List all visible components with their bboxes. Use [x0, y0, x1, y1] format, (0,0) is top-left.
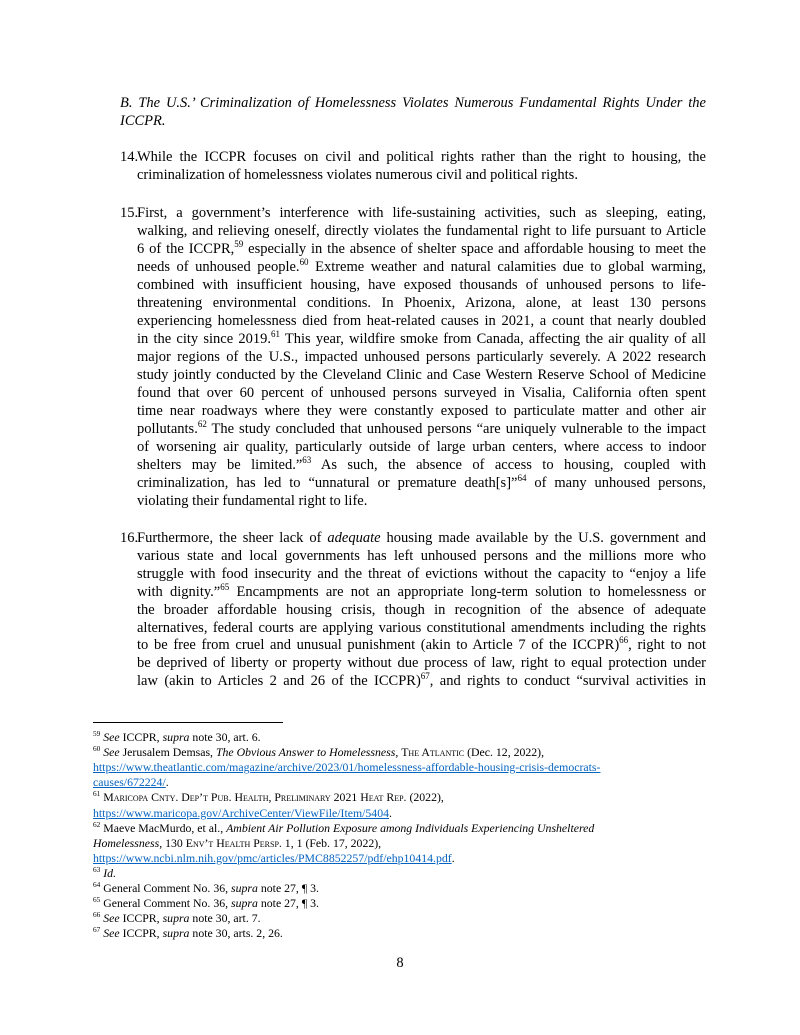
text-line — [93, 806, 392, 821]
text-line — [137, 276, 706, 294]
text-run: to be free from cruel and unusual punishment (akin to Article 7 of the ICCPR) — [137, 637, 620, 654]
text-run: . — [165, 775, 169, 790]
footnote-ref: 62 — [197, 419, 207, 430]
text-run: with dignity.” — [137, 583, 221, 600]
text-line — [93, 851, 455, 866]
text-line — [137, 420, 706, 438]
footnote-ref: 67 — [93, 925, 101, 935]
text-run: 1, 1 (Feb. 17, 2022), — [281, 835, 382, 850]
text-line — [93, 760, 600, 775]
footnote-ref: 60 — [299, 257, 309, 268]
footnote-link[interactable]: https://www.maricopa.gov/ArchiveCenter/ViewFile/Item/5404 — [93, 805, 390, 820]
text-line — [137, 583, 706, 601]
text-run: major regions of the U.S., impacted unhoused persons particularly severely. A 2022 research — [137, 349, 706, 365]
text-run: . — [451, 850, 455, 865]
text-line — [137, 601, 706, 619]
text-line — [93, 745, 544, 760]
small-caps-text: Maricopa Cnty. Dep’t Pub. Health, Preliminary 2021 Heat Rep. — [103, 790, 407, 805]
text-line — [137, 474, 706, 492]
text-run: ICCPR, — [119, 911, 163, 926]
text-run: B. The U.S.’ Criminalization of Homelessness Violates Numerous Fundamental Rights Under the — [120, 95, 706, 111]
text-run: Encampments are not an appropriate long-term solution to homelessness or — [229, 583, 706, 600]
text-run: While the ICCPR focuses on civil and political rights rather than the right to housing, the — [137, 149, 706, 165]
text-line — [93, 775, 169, 790]
text-run: General Comment No. 36, — [100, 896, 232, 911]
footnote-ref: 59 — [234, 239, 244, 250]
text-run: alternatives, federal courts are applying various constitutional amendments including the rights — [137, 619, 706, 636]
footnote-ref: 65 — [93, 895, 101, 905]
italic-text: See — [103, 911, 120, 926]
text-run: note 27, ¶ 3. — [257, 896, 319, 911]
text-run: , — [395, 745, 402, 760]
text-run: ICCPR. — [120, 113, 166, 129]
text-line — [137, 312, 706, 330]
text-line — [137, 294, 706, 312]
text-run: experiencing homelessness died from heat-related causes in 2021, a count that nearly doubled — [137, 313, 706, 329]
footnote-ref: 59 — [93, 729, 101, 739]
text-run: various state and local governments has left unhoused persons and the millions more who — [137, 547, 706, 564]
text-line — [137, 348, 706, 366]
text-line — [93, 821, 594, 836]
text-run: , and rights to conduct “survival activities in — [429, 673, 706, 690]
text-line — [93, 836, 381, 851]
text-line — [137, 547, 706, 565]
text-run: Maeve MacMurdo, et al., — [100, 820, 227, 835]
text-run: General Comment No. 36, — [100, 881, 232, 895]
italic-text: Id. — [103, 865, 117, 880]
text-line — [137, 204, 706, 222]
text-line — [93, 911, 261, 926]
text-run: study jointly conducted by the Cleveland Clinic and Case Western Reserve School of Medicine — [137, 367, 706, 383]
italic-text: supra — [231, 896, 258, 911]
italic-text: Ambient Air Pollution Exposure among Individuals Experiencing Unsheltered — [226, 820, 595, 835]
text-run: Extreme weather and natural calamities due to global warming, — [308, 259, 706, 275]
italic-text: supra — [162, 926, 190, 941]
text-run: found that over 60 percent of unhoused persons surveyed in Visalia, California often spent — [137, 385, 706, 401]
text-run: time near roadways where they were constantly exposed to particulate matter and other air — [137, 403, 706, 419]
text-line — [137, 456, 706, 474]
text-run: note 30, art. 6. — [189, 730, 261, 744]
text-line — [137, 240, 706, 258]
text-line — [120, 112, 706, 130]
text-line — [93, 730, 261, 745]
italic-text: supra — [162, 730, 190, 744]
text-run: law (akin to Articles 2 and 26 of the ICCPR) — [137, 673, 421, 690]
text-line — [137, 366, 706, 384]
text-run: pollutants. — [137, 421, 198, 437]
text-run: needs of unhoused people. — [137, 259, 300, 275]
text-line — [137, 166, 706, 184]
text-line — [137, 438, 706, 456]
text-line — [120, 94, 706, 112]
text-run: Jerusalem Demsas, — [119, 745, 216, 760]
footnote-ref: 61 — [93, 789, 101, 799]
text-run: of worsening air quality, particularly outside of large urban centers, where access to indoor — [137, 439, 706, 455]
text-run: shelters may be limited.” — [137, 457, 303, 473]
text-line — [137, 619, 706, 637]
text-run: 6 of the ICCPR, — [137, 241, 235, 257]
paragraph-number: 15. — [120, 205, 139, 221]
text-run: , 130 — [159, 835, 186, 850]
small-caps-text: The Atlantic — [401, 745, 465, 760]
text-run: . — [389, 805, 392, 820]
text-run: , right to not — [628, 637, 706, 654]
text-run: combined with insufficient housing, have exposed thousands of unhoused persons to life- — [137, 277, 706, 293]
italic-text: supra — [231, 881, 258, 895]
text-run: housing made available by the U.S. government and — [380, 530, 707, 546]
text-run: The study concluded that unhoused persons “are uniquely vulnerable to the impact — [206, 421, 706, 437]
text-line — [137, 222, 706, 240]
italic-text: Homelessness — [93, 835, 160, 850]
footnote-ref: 62 — [93, 819, 101, 829]
text-run: As such, the absence of access to housing, coupled with — [311, 457, 706, 473]
italic-text: adequate — [327, 530, 381, 546]
footnote-ref: 60 — [93, 744, 101, 754]
text-run: the broader affordable housing crisis, though in recognition of the absence of adequate — [137, 601, 706, 618]
text-run: (Dec. 12, 2022), — [464, 745, 545, 760]
small-caps-text: Env’t Health Persp. — [185, 835, 282, 850]
footnote-ref: 66 — [93, 910, 101, 920]
text-run: in the city since 2019. — [137, 331, 271, 347]
text-run: Furthermore, the sheer lack of — [137, 530, 328, 546]
text-line — [137, 654, 706, 672]
text-run: struggle with food insecurity and the threat of evictions without the capacity to “enjoy a life — [137, 565, 706, 582]
text-line — [137, 402, 706, 420]
footnote-link[interactable]: https://www.theatlantic.com/magazine/archive/2023/01/homelessness-affordable-housing-crisis-democrats- — [93, 760, 601, 775]
footnote-ref: 66 — [619, 635, 629, 646]
text-line — [137, 672, 706, 690]
text-run: note 30, art. 7. — [189, 911, 261, 926]
footnote-ref: 63 — [93, 864, 101, 874]
italic-text: See — [103, 926, 120, 941]
footnote-ref: 64 — [517, 473, 527, 484]
italic-text: The Obvious Answer to Homelessness — [215, 745, 396, 760]
text-run: walking, and relieving oneself, directly violates the fundamental right to life pursuant to Article — [137, 223, 706, 239]
text-run: (2022), — [406, 790, 444, 805]
text-run: note 30, arts. 2, 26. — [189, 926, 283, 941]
text-line — [137, 565, 706, 583]
italic-text: See — [103, 745, 120, 760]
text-line — [137, 258, 706, 276]
footnote-link[interactable]: causes/672224/ — [93, 775, 166, 790]
italic-text: supra — [162, 911, 190, 926]
text-line — [93, 866, 116, 881]
text-line — [93, 896, 319, 911]
text-run: criminalization of homelessness violates numerous civil and political rights. — [137, 167, 578, 183]
text-line — [137, 148, 706, 166]
footnote-link[interactable]: https://www.ncbi.nlm.nih.gov/pmc/articles/PMC8852257/pdf/ehp10414.pdf — [93, 850, 452, 865]
text-line — [137, 529, 706, 547]
text-line — [93, 926, 283, 941]
text-line — [93, 790, 444, 805]
text-run: criminalization, has led to “unnatural or premature death[s]” — [137, 475, 518, 491]
paragraph-number: 14. — [120, 149, 139, 165]
footnote-separator — [93, 722, 283, 723]
text-line — [137, 492, 706, 510]
text-line — [137, 636, 706, 654]
text-run: violating their fundamental right to life. — [137, 493, 368, 509]
text-run: threatening environmental conditions. In Phoenix, Arizona, alone, at least 130 persons — [137, 295, 706, 311]
text-run: First, a government’s interference with life-sustaining activities, such as sleeping, eating, — [137, 205, 706, 221]
text-line — [137, 330, 706, 348]
text-run: especially in the absence of shelter space and affordable housing to meet the — [243, 241, 706, 257]
page-number: 8 — [396, 955, 404, 971]
text-run: note 27, ¶ 3. — [257, 881, 319, 895]
footnote-ref: 64 — [93, 880, 101, 890]
text-line — [93, 881, 319, 896]
text-run: This year, wildfire smoke from Canada, affecting the air quality of all — [279, 331, 706, 347]
text-run: be deprived of liberty or property without due process of law, right to equal protection under — [137, 655, 706, 672]
footnote-ref: 63 — [302, 455, 312, 466]
text-run: ICCPR, — [119, 730, 163, 744]
footnote-ref: 67 — [420, 671, 430, 682]
text-run: of many unhoused persons, — [526, 475, 706, 491]
paragraph-number: 16. — [120, 530, 139, 546]
text-line — [137, 384, 706, 402]
text-run: ICCPR, — [119, 926, 163, 941]
footnote-ref: 65 — [220, 581, 230, 592]
italic-text: See — [103, 730, 120, 744]
footnote-ref: 61 — [270, 329, 280, 340]
